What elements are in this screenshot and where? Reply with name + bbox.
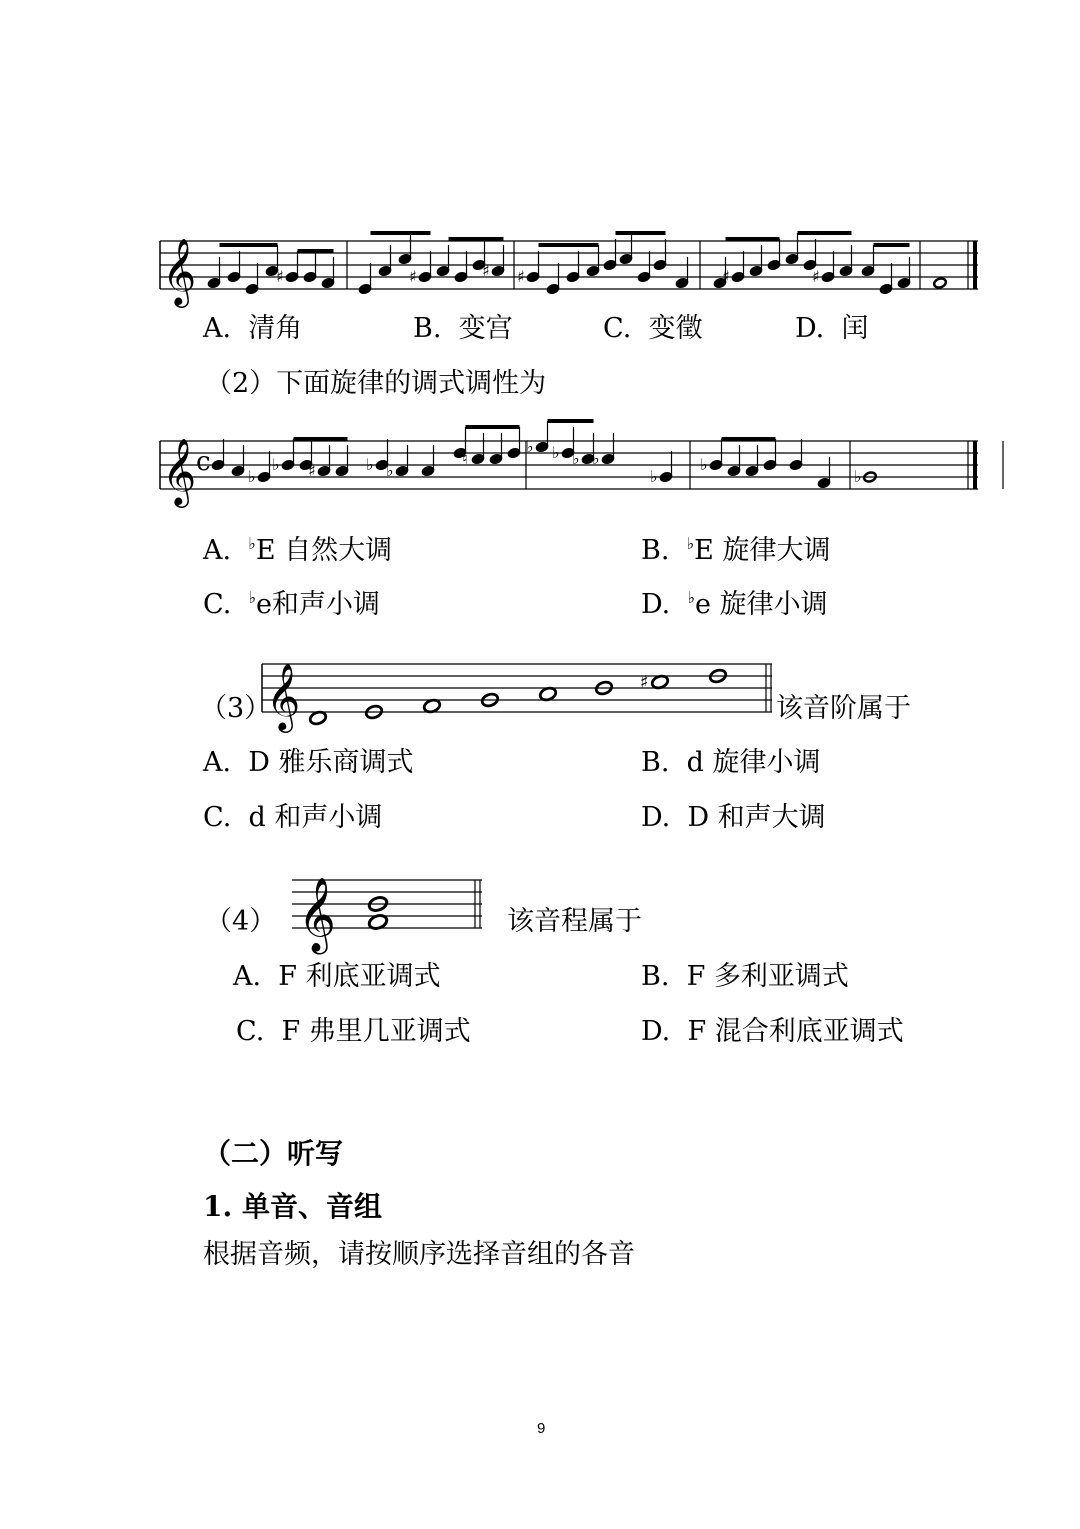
option-text: d 和声小调 [248,802,383,833]
option-label: D. [641,589,671,620]
option-text: F 弗里几亚调式 [281,1016,471,1047]
q2-option-d[interactable] [641,581,828,622]
treble-clef-icon: 𝄞 [266,662,301,730]
q3-option-c[interactable] [203,801,382,835]
accidental-icon: ♭ [650,467,658,486]
treble-clef-icon: 𝄞 [162,237,197,305]
q3-suffix: 该音阶属于 [776,693,911,724]
accidental-icon: ♯ [276,267,284,286]
accidental-icon: ♯ [409,267,417,286]
option-key: e [256,589,272,620]
option-text: 变宫 [458,313,513,344]
q4-option-b[interactable] [641,960,849,994]
flat-sign: ♭ [248,534,256,553]
accidental-icon: ♯ [308,461,316,480]
q4-option-c[interactable] [236,1015,471,1049]
treble-clef-icon: 𝄞 [298,878,336,952]
accidental-icon: ♭ [572,449,580,468]
accidental-icon: ♯ [517,267,525,286]
option-text: F 多利亚调式 [686,961,849,992]
option-text: 和声小调 [271,589,380,620]
accidental-icon: ♭ [526,437,534,456]
option-label: A. [203,313,232,344]
page-number: 9 [537,1420,546,1437]
option-text: 旋律小调 [710,589,828,620]
q4-suffix: 该音程属于 [507,906,642,937]
accidental-icon: ♯ [722,267,730,286]
option-text: 清角 [248,313,303,344]
q3-notes [309,668,728,726]
option-label: B. [641,961,670,992]
option-text: D 雅乐商调式 [248,747,414,778]
option-label: C. [203,802,232,833]
q2-melody-staff [160,425,980,505]
accidental-icon: ♭ [366,455,374,474]
option-label: C. [603,313,632,344]
option-key: e [695,589,711,620]
option-text: 闰 [841,313,869,344]
accidental-icon: ♭ [272,455,280,474]
q3-scale-staff [262,650,782,740]
q4-option-a[interactable] [233,960,441,994]
option-text: 变徵 [648,313,703,344]
q3-number: （3） [200,693,272,724]
option-label: A. [203,747,232,778]
option-text: 旋律大调 [713,535,831,566]
option-text: F 利底亚调式 [278,961,441,992]
q4-interval-staff [292,860,492,955]
option-label: A. [203,535,232,566]
q1-melody-staff [160,225,980,305]
section-subheading: 1. 单音、音组 [203,1190,382,1223]
accidental-icon: ♭ [700,455,708,474]
option-text: d 旋律小调 [686,747,821,778]
flat-sign: ♭ [686,534,695,553]
treble-clef-icon: 𝄞 [162,437,197,505]
section-instruction: 根据音频，请按顺序选择音组的各音 [203,1239,635,1270]
option-label: C. [203,589,232,620]
q1-option-b[interactable] [413,312,513,346]
q4-option-d[interactable] [641,1015,904,1049]
note-head [933,277,947,289]
accidental-icon: ♮ [462,449,468,468]
q2-title: （2）下面旋律的调式调性为 [205,368,547,399]
accidental-icon: ♭ [552,443,560,462]
option-label: D. [795,313,825,344]
option-label: C. [236,1016,265,1047]
q1-notes [207,233,947,295]
option-key: E [255,535,276,566]
option-text: 自然大调 [275,535,393,566]
q3-option-a[interactable] [203,746,414,780]
section-heading: （二）听写 [203,1137,344,1170]
accidental-icon: ♭ [854,467,862,486]
accidental-icon: ♯ [812,267,820,286]
option-text: D 和声大调 [687,802,826,833]
q2-option-b[interactable] [641,527,830,568]
option-label: D. [641,802,671,833]
accidental-icon: ♭ [386,461,394,480]
flat-sign: ♭ [687,588,695,607]
time-signature: c [196,447,211,477]
q3-option-d[interactable] [641,801,826,835]
option-label: B. [641,747,670,778]
q1-option-d[interactable] [795,312,868,346]
q4-number: （4） [205,906,277,937]
flat-sign: ♭ [248,588,256,607]
option-label: D. [641,1016,671,1047]
option-label: B. [641,535,670,566]
q2-notes [211,421,877,489]
option-label: A. [233,961,262,992]
q1-option-a[interactable] [203,312,302,346]
accidental-icon: ♭ [592,449,600,468]
q2-option-a[interactable] [203,527,392,568]
option-text: F 混合利底亚调式 [687,1016,904,1047]
q2-option-c[interactable] [203,581,380,622]
accidental-icon: ♭ [248,467,256,486]
q3-option-b[interactable] [641,746,820,780]
sharp-icon: ♯ [640,672,649,693]
option-label: B. [413,313,442,344]
q1-option-c[interactable] [603,312,702,346]
accidental-icon: ♯ [482,261,490,280]
option-key: E [694,535,714,566]
